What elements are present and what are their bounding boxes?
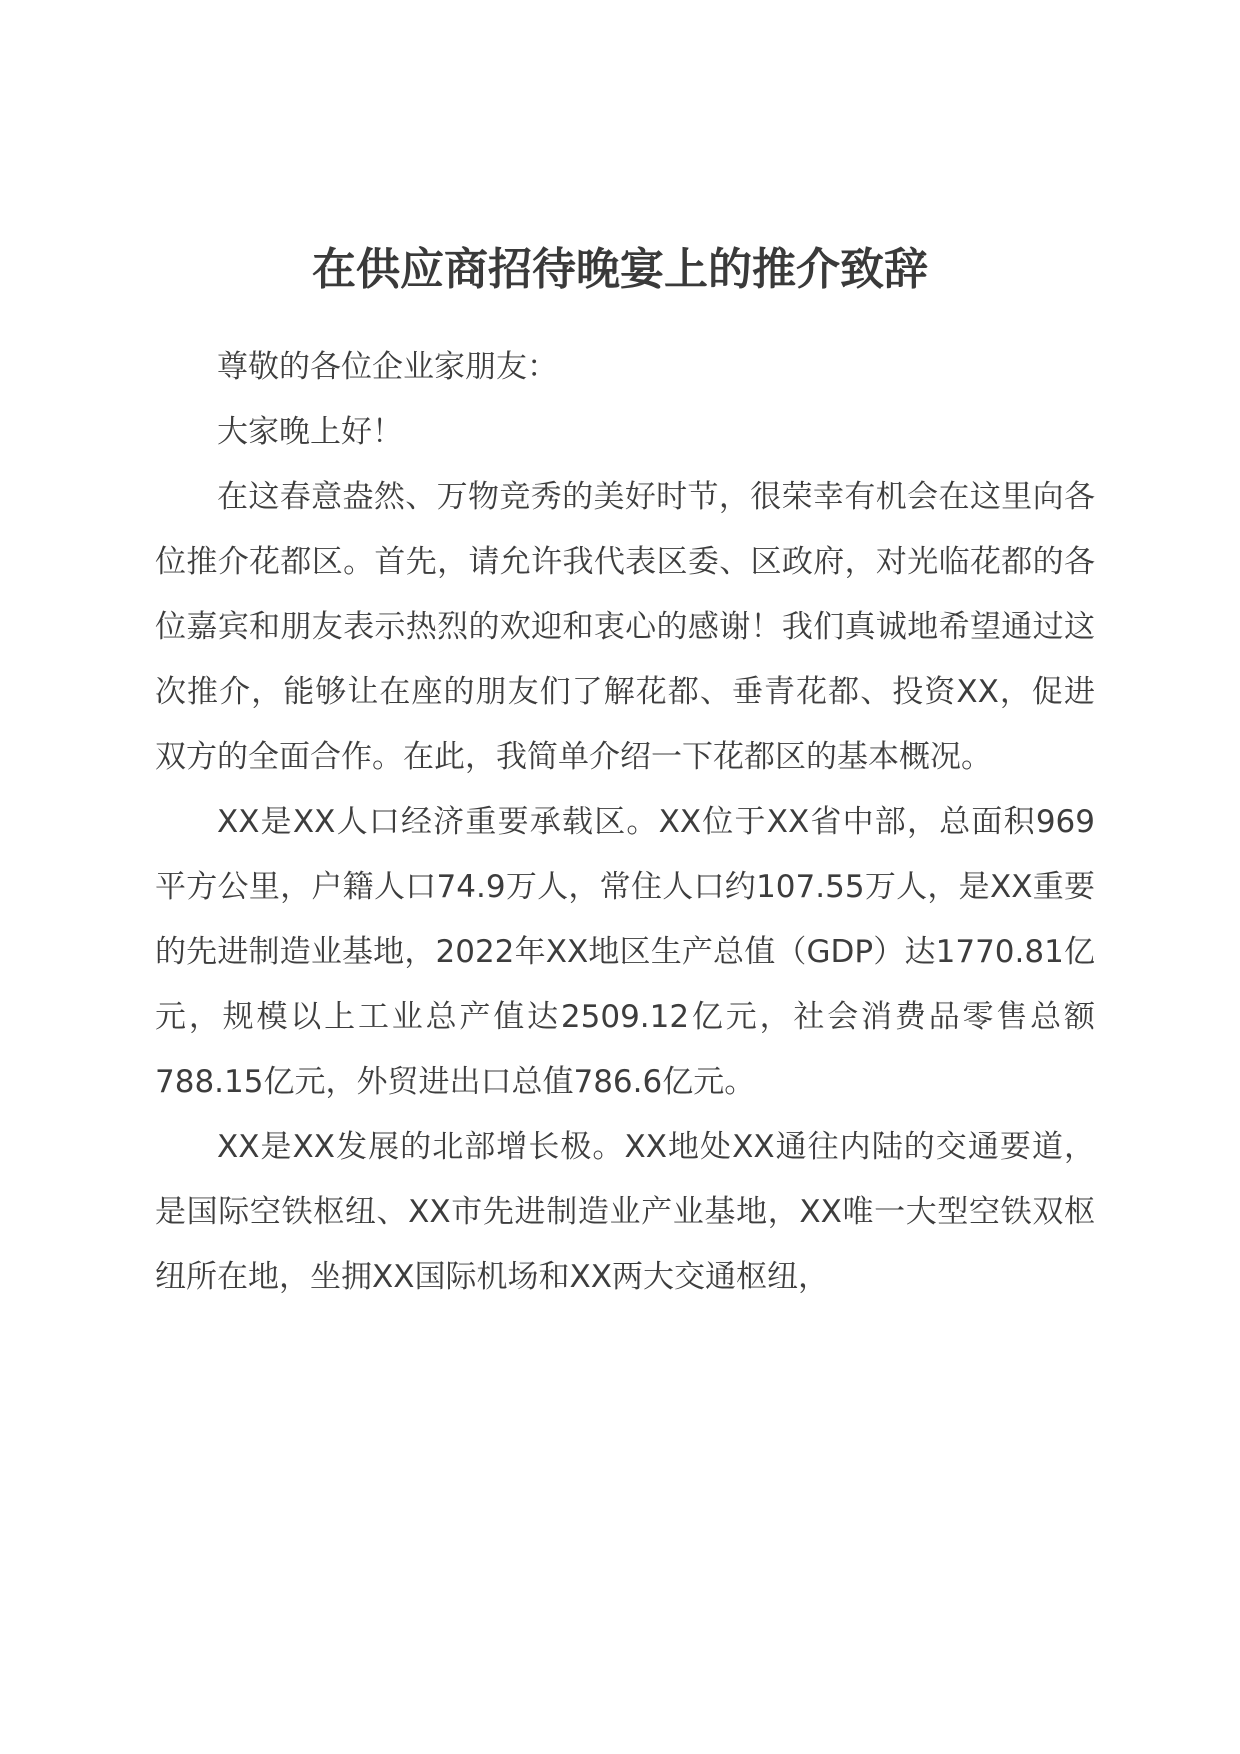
- greeting: 大家晚上好！: [217, 414, 403, 450]
- document-title: 在供应商招待晚宴上的推介致辞: [312, 244, 928, 295]
- paragraph-growth-pole: XX是XX发展的北部增长极。XX地处XX通往内陆的交通要道，是国际空铁枢纽、XX市先进制造业产业基地，XX唯一大型空铁双枢纽所在地，坐拥XX国际机场和XX两大交通枢纽，: [155, 1129, 1095, 1295]
- paragraph-intro: 在这春意盎然、万物竞秀的美好时节，很荣幸有机会在这里向各位推介花都区。首先，请允许我代表区委、区政府，对光临花都的各位嘉宾和朋友表示热烈的欢迎和衷心的感谢！我们真诚地希望通过这次推介，能够让在座的朋友们了解花都、垂青花都、投资XX，促进双方的全面合作。在此，我简单介绍一下花都区的基本概况。: [155, 479, 1095, 775]
- paragraph-economy: XX是XX人口经济重要承载区。XX位于XX省中部，总面积969平方公里，户籍人口74.9万人，常住人口约107.55万人，是XX重要的先进制造业基地，2022年XX地区生产总值（GDP）达1770.81亿元，规模以上工业总产值达2509.12亿元，社会消费品零售总额788.15亿元，外贸进出口总值786.6亿元。: [155, 804, 1095, 1100]
- document-body: [155, 335, 1095, 1310]
- salutation: 尊敬的各位企业家朋友：: [217, 349, 558, 385]
